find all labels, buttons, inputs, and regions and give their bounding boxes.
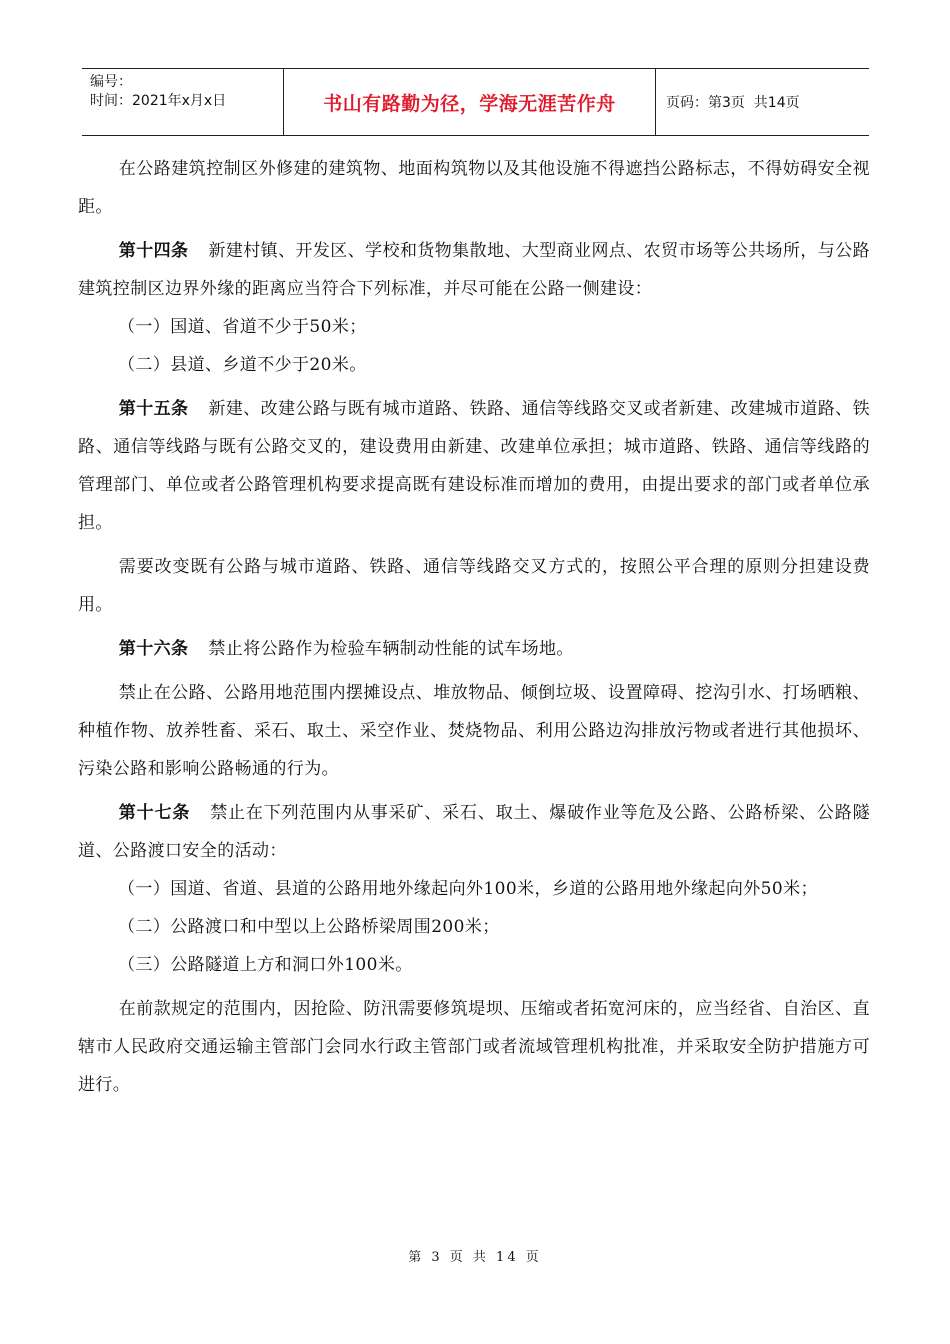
article-17-item-2: （二）公路渡口和中型以上公路桥梁周围200米； [118, 917, 500, 937]
article-17-item-1: （一）国道、省道、县道的公路用地外缘起向外100米，乡道的公路用地外缘起向外50米； [118, 879, 818, 899]
document-body [78, 150, 870, 1104]
article-16-text: 禁止将公路作为检验车辆制动性能的试车场地。 [208, 639, 574, 659]
article-14 [78, 232, 870, 308]
paragraph-building-control: 在公路建筑控制区外修建的建筑物、地面构筑物以及其他设施不得遮挡公路标志，不得妨碍安全视距。 [78, 159, 870, 217]
article-17-text: 禁止在下列范围内从事采矿、采石、取土、爆破作业等危及公路、公路桥梁、公路隧道、公路渡口安全的活动： [78, 803, 870, 861]
article-17 [78, 794, 870, 870]
article-15-text: 新建、改建公路与既有城市道路、铁路、通信等线路交叉或者新建、改建城市道路、铁路、通信等线路与既有公路交叉的，建设费用由新建、改建单位承担；城市道路、铁路、通信等线路的管理部门、单位或者公路管理机构要求提高既有建设标准而增加的费用，由提出要求的部门或者单位承担。 [78, 399, 870, 533]
article-17-title: 第十七条 [118, 803, 191, 823]
header-meta [82, 69, 284, 135]
article-17-item-3: （三）公路隧道上方和洞口外100米。 [118, 955, 413, 975]
article-17-paragraph-2: 在前款规定的范围内，因抢险、防汛需要修筑堤坝、压缩或者拓宽河床的，应当经省、自治区、直辖市人民政府交通运输主管部门会同水行政主管部门或者流域管理机构批准，并采取安全防护措施方可进行。 [78, 999, 870, 1095]
document-date-label: 时间：2021年x月x日 [90, 93, 227, 109]
article-16-title: 第十六条 [118, 639, 189, 659]
page-footer: 第 3 页 共 14 页 [408, 1250, 542, 1265]
article-15 [78, 390, 870, 542]
header-page-number: 页码：第3页 共14页 [666, 95, 800, 111]
document-number-label: 编号： [90, 74, 132, 90]
page-header [82, 68, 869, 136]
article-14-item-2: （二）县道、乡道不少于20米。 [118, 355, 367, 375]
article-15-title: 第十五条 [118, 399, 189, 419]
article-16 [78, 630, 870, 668]
header-motto: 书山有路勤为径，学海无涯苦作舟 [284, 69, 656, 135]
article-16-paragraph-2: 禁止在公路、公路用地范围内摆摊设点、堆放物品、倾倒垃圾、设置障碍、挖沟引水、打场晒粮、种植作物、放养牲畜、采石、取土、采空作业、焚烧物品、利用公路边沟排放污物或者进行其他损坏、污染公路和影响公路畅通的行为。 [78, 683, 870, 779]
article-14-item-1: （一）国道、省道不少于50米； [118, 317, 367, 337]
article-14-title: 第十四条 [118, 241, 189, 261]
article-15-paragraph-2: 需要改变既有公路与城市道路、铁路、通信等线路交叉方式的，按照公平合理的原则分担建设费用。 [78, 557, 870, 615]
article-14-text: 新建村镇、开发区、学校和货物集散地、大型商业网点、农贸市场等公共场所，与公路建筑控制区边界外缘的距离应当符合下列标准，并尽可能在公路一侧建设： [78, 241, 870, 299]
